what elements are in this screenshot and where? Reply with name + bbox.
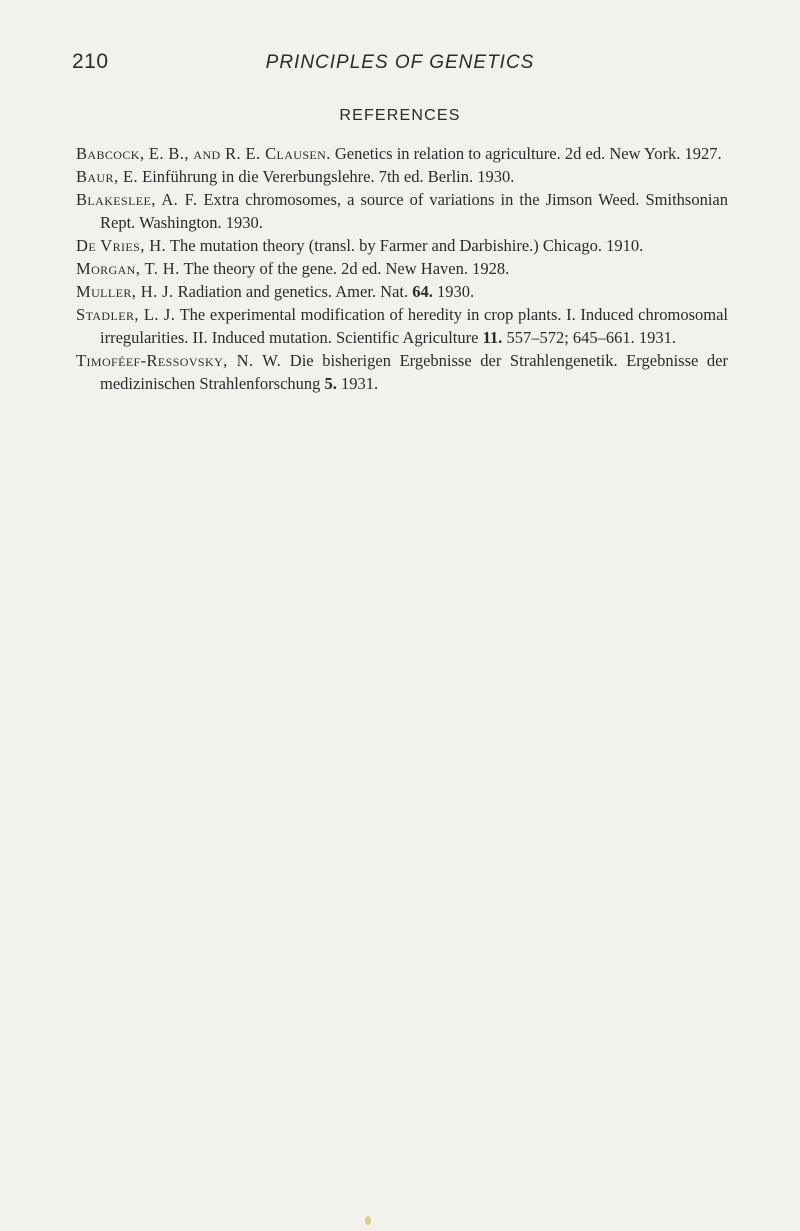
- reference-text: Genetics in relation to agriculture. 2d ed. New York. 1927.: [330, 144, 722, 163]
- reference-text: Einführung in die Vererbungslehre. 7th ed. Berlin. 1930.: [138, 167, 515, 186]
- reference-volume: 64.: [412, 282, 433, 301]
- reference-author: Babcock, E. B., and R. E. Clausen.: [76, 144, 331, 163]
- reference-text: The theory of the gene. 2d ed. New Haven. 1928.: [179, 259, 510, 278]
- reference-author: Timoféef-Ressovsky, N. W.: [76, 351, 282, 370]
- reference-text: Extra chromosomes, a source of variations in the Jimson Weed. Smithsonian Rept. Washington. 1930.: [100, 190, 728, 232]
- reference-text: Die bisherigen Ergebnisse der Strahlengenetik. Ergebnisse der medizinischen Strahlenforschung: [100, 351, 728, 393]
- running-head: [72, 50, 728, 80]
- reference-entry: [76, 349, 728, 395]
- reference-entry: [76, 280, 728, 303]
- reference-tail: 1930.: [432, 282, 475, 301]
- reference-author: Morgan, T. H.: [76, 259, 180, 278]
- reference-entry: [76, 142, 728, 165]
- reference-author: Baur, E.: [76, 167, 138, 186]
- reference-author: Muller, H. J.: [76, 282, 174, 301]
- reference-list: [76, 142, 728, 395]
- reference-entry: [76, 234, 728, 257]
- reference-volume: 5.: [324, 374, 337, 393]
- reference-text: The experimental modification of heredity in crop plants. I. Induced chromosomal irregularities. II. Induced mutation. Scientific Agriculture: [100, 305, 728, 347]
- reference-entry: [76, 165, 728, 188]
- book-title: PRINCIPLES OF GENETICS: [265, 52, 535, 73]
- reference-tail: 557–572; 645–661. 1931.: [502, 328, 677, 347]
- reference-text: Radiation and genetics. Amer. Nat.: [173, 282, 413, 301]
- paper-smudge-mark: [365, 1216, 371, 1225]
- reference-entry: [76, 257, 728, 280]
- reference-author: De Vries, H.: [76, 236, 167, 255]
- reference-text: The mutation theory (transl. by Farmer and Darbishire.) Chicago. 1910.: [166, 236, 644, 255]
- reference-volume: 11.: [482, 328, 503, 347]
- page-number: 210: [72, 50, 109, 73]
- reference-entry: [76, 303, 728, 349]
- reference-author: Blakeslee, A. F.: [76, 190, 198, 209]
- reference-entry: [76, 188, 728, 234]
- reference-tail: 1931.: [336, 374, 379, 393]
- reference-author: Stadler, L. J.: [76, 305, 176, 324]
- section-heading: REFERENCES: [339, 107, 461, 124]
